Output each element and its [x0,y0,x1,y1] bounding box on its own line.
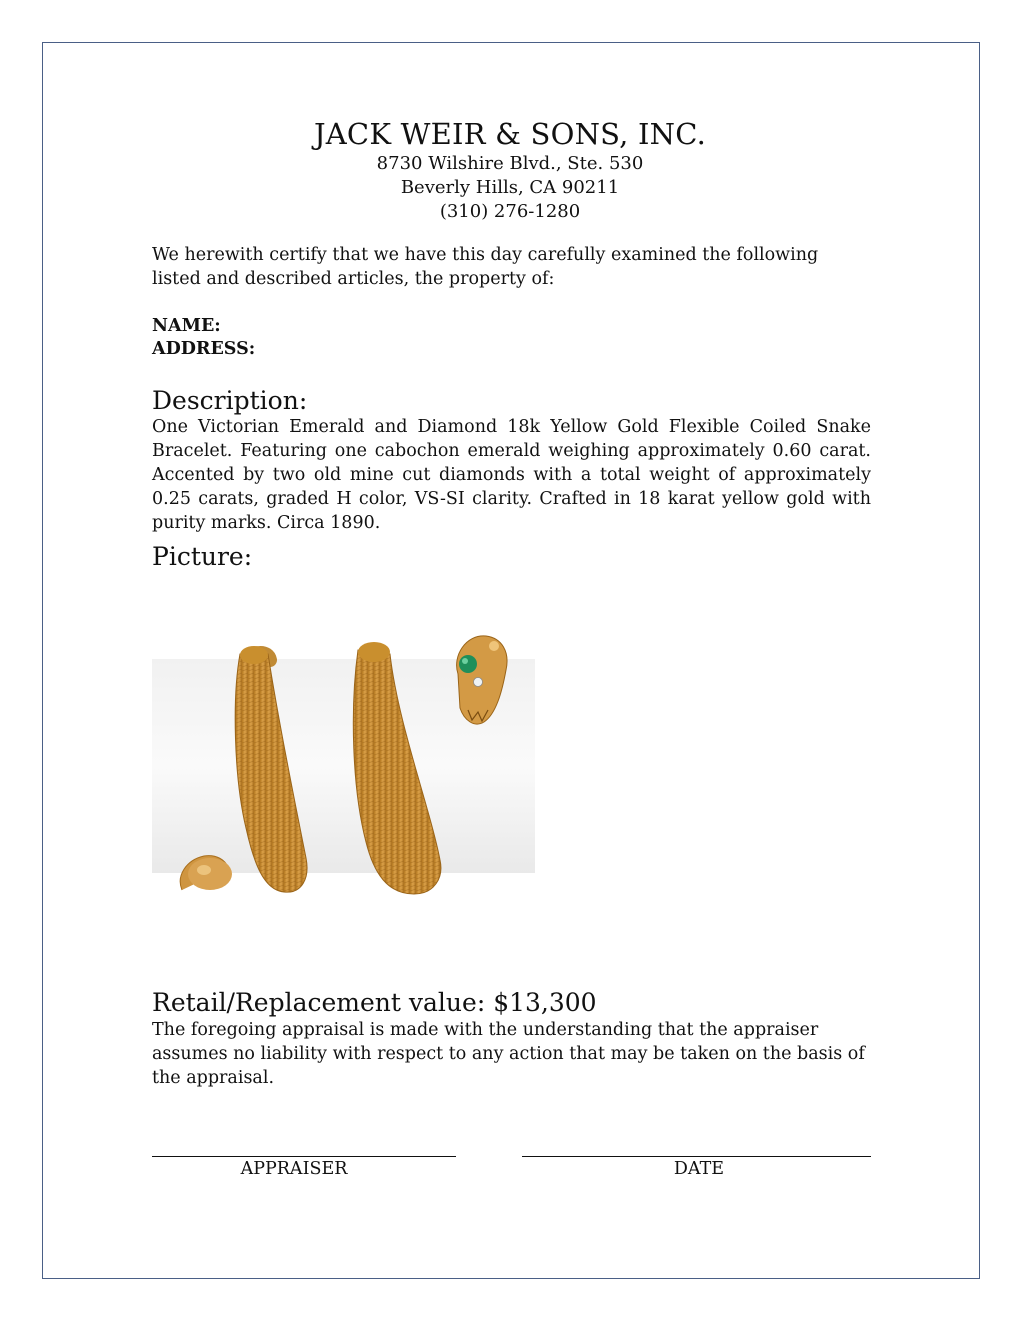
name-label: NAME: [152,316,221,336]
value-line [152,988,871,1018]
address-label: ADDRESS: [152,339,256,359]
date-label: DATE [673,1159,725,1179]
company-city: Beverly Hills, CA 90211 [400,177,620,198]
company-street: 8730 Wilshire Blvd., Ste. 530 [376,153,644,174]
company-name: JACK WEIR & SONS, INC. [313,117,707,151]
letterhead [0,116,1020,224]
bracelet-photo [152,628,536,896]
company-phone: (310) 276-1280 [439,201,581,222]
description-heading: Description: [152,386,308,415]
appraiser-signature-line [152,1156,456,1157]
disclaimer-text: The foregoing appraisal is made with the understanding that the appraiser assumes no liability with respect to any action that may be taken on the basis of the appraisal. [152,1020,865,1088]
owner-fields [152,315,871,361]
value-label: Retail/Replacement value: [152,988,486,1017]
description-text: One Victorian Emerald and Diamond 18k Yellow Gold Flexible Coiled Snake Bracelet. Featuring one cabochon emerald weighing approximately 0.60 carat. Accented by two old mine cut diamonds with a total weight of approximately 0.25 carats, graded H color, VS-SI clarity. Crafted in 18 karat yellow gold with purity marks. Circa 1890. [152,417,871,533]
certification-intro: We herewith certify that we have this day carefully examined the following listed and described articles, the property of: [152,245,819,289]
picture-heading: Picture: [152,542,253,571]
date-signature-line [522,1156,871,1157]
value-amount: $13,300 [493,988,597,1017]
appraiser-label: APPRAISER [240,1159,348,1179]
